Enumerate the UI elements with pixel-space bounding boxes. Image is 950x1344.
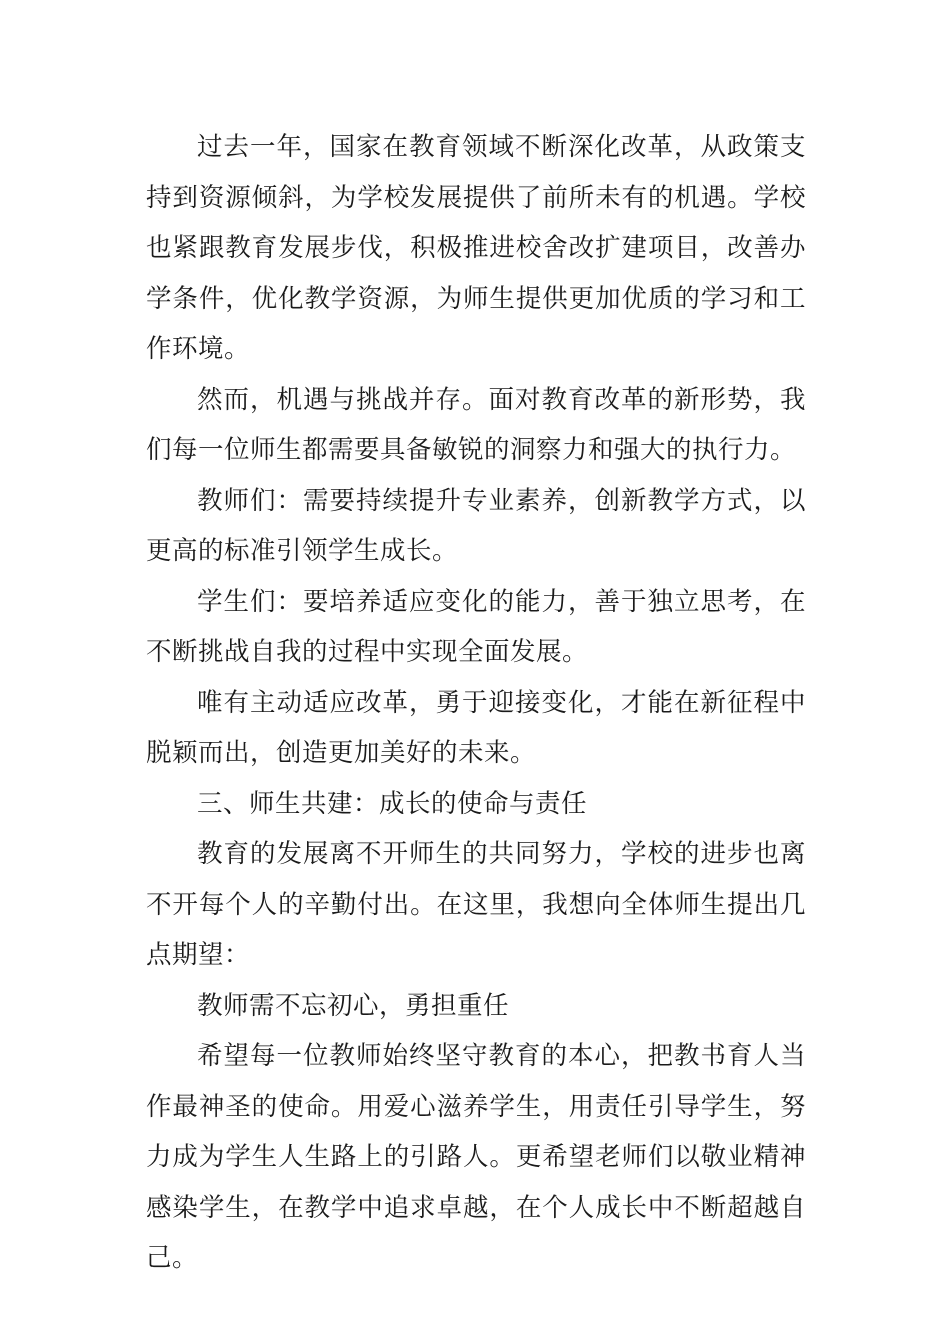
section-heading-3: 三、师生共建：成长的使命与责任 (197, 788, 588, 819)
paragraph-challenges: 然而，机遇与挑战并存。面对教育改革的新形势，我们每一位师生都需要具备敏锐的洞察力和强大的执行力。 (146, 384, 806, 465)
paragraph-reform-opportunity: 过去一年，国家在教育领域不断深化改革，从政策支持到资源倾斜，为学校发展提供了前所未有的机遇。学校也紧跟教育发展步伐，积极推进校舍改扩建项目，改善办学条件，优化教学资源，为师生提供更加优质的学习和工作环境。 (146, 132, 806, 364)
paragraph-adapt-reform: 唯有主动适应改革，勇于迎接变化，才能在新征程中脱颖而出，创造更加美好的未来。 (146, 687, 806, 768)
document-body (146, 122, 806, 1284)
paragraph-teacher-hopes: 希望每一位教师始终坚守教育的本心，把教书育人当作最神圣的使命。用爱心滋养学生，用责任引导学生，努力成为学生人生路上的引路人。更希望老师们以敬业精神感染学生，在教学中追求卓越，在个人成长中不断超越自己。 (146, 1041, 806, 1273)
paragraph-teachers: 教师们：需要持续提升专业素养，创新教学方式，以更高的标准引领学生成长。 (146, 485, 806, 566)
subheading-teachers: 教师需不忘初心，勇担重任 (197, 990, 510, 1021)
paragraph-joint-effort: 教育的发展离不开师生的共同努力，学校的进步也离不开每个人的辛勤付出。在这里，我想向全体师生提出几点期望： (146, 839, 806, 970)
paragraph-students: 学生们：要培养适应变化的能力，善于独立思考，在不断挑战自我的过程中实现全面发展。 (146, 586, 806, 667)
